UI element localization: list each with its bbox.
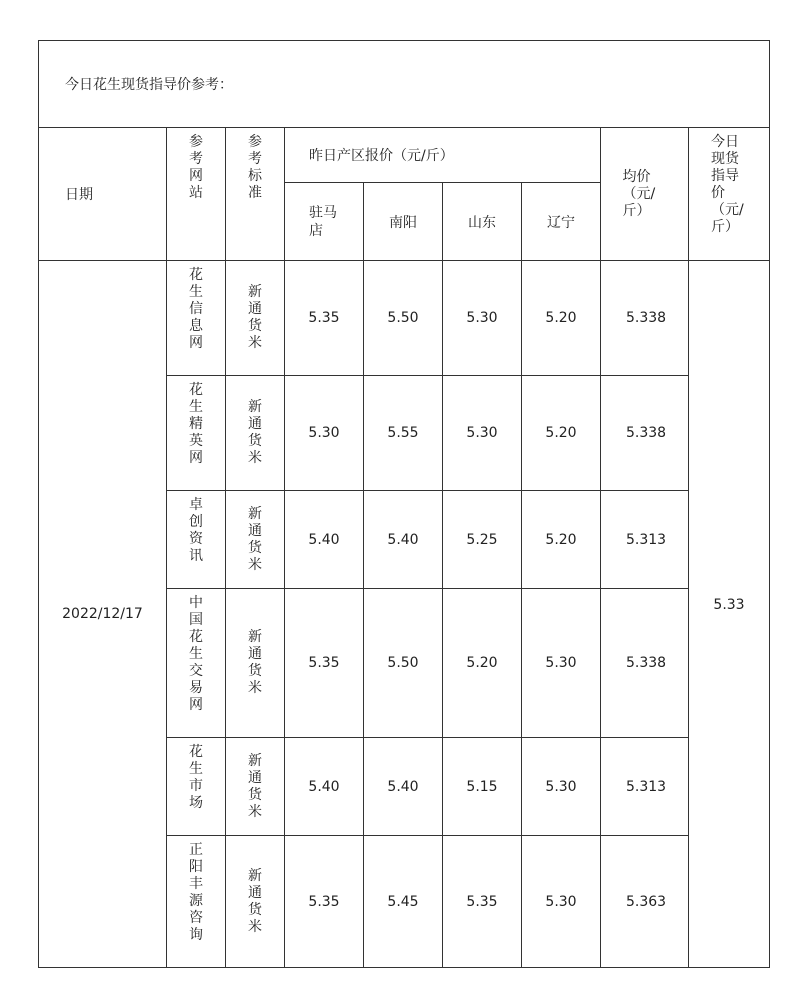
region-header-zhumadian	[285, 183, 364, 261]
standard-cell-label: 新通货米	[248, 867, 262, 935]
region-header-zhumadian-label: 驻马店	[309, 204, 337, 239]
site-cell	[167, 738, 226, 836]
shandong-price-cell: 5.20	[443, 589, 522, 738]
today-price-header-label: 今日现货指导价（元/斤）	[711, 134, 744, 235]
shandong-price-cell: 5.15	[443, 738, 522, 836]
nanyang-price-cell: 5.45	[364, 836, 443, 968]
site-cell-label: 正阳丰源咨询	[189, 842, 203, 943]
today-price-cell: 5.33	[689, 261, 770, 968]
shandong-price-cell: 5.25	[443, 491, 522, 589]
header-row-1	[39, 128, 770, 183]
site-cell	[167, 376, 226, 491]
site-cell	[167, 491, 226, 589]
standard-cell	[226, 261, 285, 376]
average-header	[601, 128, 689, 261]
standard-header-label: 参考标准	[248, 134, 262, 201]
liaoning-price-cell: 5.20	[522, 261, 601, 376]
average-price-cell: 5.338	[601, 589, 689, 738]
nanyang-price-cell: 5.40	[364, 738, 443, 836]
nanyang-price-cell: 5.40	[364, 491, 443, 589]
site-cell-label: 花生市场	[189, 744, 203, 811]
site-cell-label: 中国花生交易网	[189, 595, 203, 713]
standard-cell-label: 新通货米	[248, 629, 262, 696]
today-price-header	[689, 128, 770, 261]
price-table	[38, 40, 770, 968]
zhumadian-price-cell: 5.35	[285, 261, 364, 376]
liaoning-price-cell: 5.30	[522, 589, 601, 738]
table-caption: 今日花生现货指导价参考：	[39, 41, 770, 128]
average-header-label: 均价（元/斤）	[622, 168, 656, 219]
liaoning-price-cell: 5.30	[522, 836, 601, 968]
nanyang-price-cell: 5.50	[364, 261, 443, 376]
average-price-cell: 5.363	[601, 836, 689, 968]
nanyang-price-cell: 5.50	[364, 589, 443, 738]
standard-cell-label: 新通货米	[248, 284, 262, 351]
region-header-liaoning: 辽宁	[522, 183, 601, 261]
zhumadian-price-cell: 5.40	[285, 491, 364, 589]
standard-header	[226, 128, 285, 261]
standard-cell-label: 新通货米	[248, 399, 262, 466]
standard-cell-label: 新通货米	[248, 752, 262, 820]
liaoning-price-cell: 5.20	[522, 376, 601, 491]
date-header: 日期	[39, 128, 167, 261]
region-header-shandong: 山东	[443, 183, 522, 261]
site-cell-label: 花生精英网	[189, 382, 203, 466]
zhumadian-price-cell: 5.35	[285, 589, 364, 738]
shandong-price-cell: 5.30	[443, 376, 522, 491]
standard-cell	[226, 491, 285, 589]
liaoning-price-cell: 5.30	[522, 738, 601, 836]
region-header-nanyang: 南阳	[364, 183, 443, 261]
site-cell	[167, 589, 226, 738]
date-cell: 2022/12/17	[39, 261, 167, 968]
average-price-cell: 5.313	[601, 491, 689, 589]
standard-cell-label: 新通货米	[248, 505, 262, 573]
standard-cell	[226, 738, 285, 836]
site-header-label: 参考网站	[189, 134, 203, 201]
region-group-header: 昨日产区报价（元/斤）	[285, 128, 601, 183]
zhumadian-price-cell: 5.35	[285, 836, 364, 968]
shandong-price-cell: 5.35	[443, 836, 522, 968]
site-header	[167, 128, 226, 261]
zhumadian-price-cell: 5.40	[285, 738, 364, 836]
nanyang-price-cell: 5.55	[364, 376, 443, 491]
site-cell-label: 卓创资讯	[189, 497, 203, 564]
zhumadian-price-cell: 5.30	[285, 376, 364, 491]
table-row	[39, 261, 770, 376]
liaoning-price-cell: 5.20	[522, 491, 601, 589]
site-cell	[167, 261, 226, 376]
standard-cell	[226, 836, 285, 968]
average-price-cell: 5.338	[601, 261, 689, 376]
standard-cell	[226, 589, 285, 738]
site-cell-label: 花生信息网	[189, 267, 203, 351]
standard-cell	[226, 376, 285, 491]
site-cell	[167, 836, 226, 968]
caption-row	[39, 41, 770, 128]
average-price-cell: 5.338	[601, 376, 689, 491]
shandong-price-cell: 5.30	[443, 261, 522, 376]
average-price-cell: 5.313	[601, 738, 689, 836]
